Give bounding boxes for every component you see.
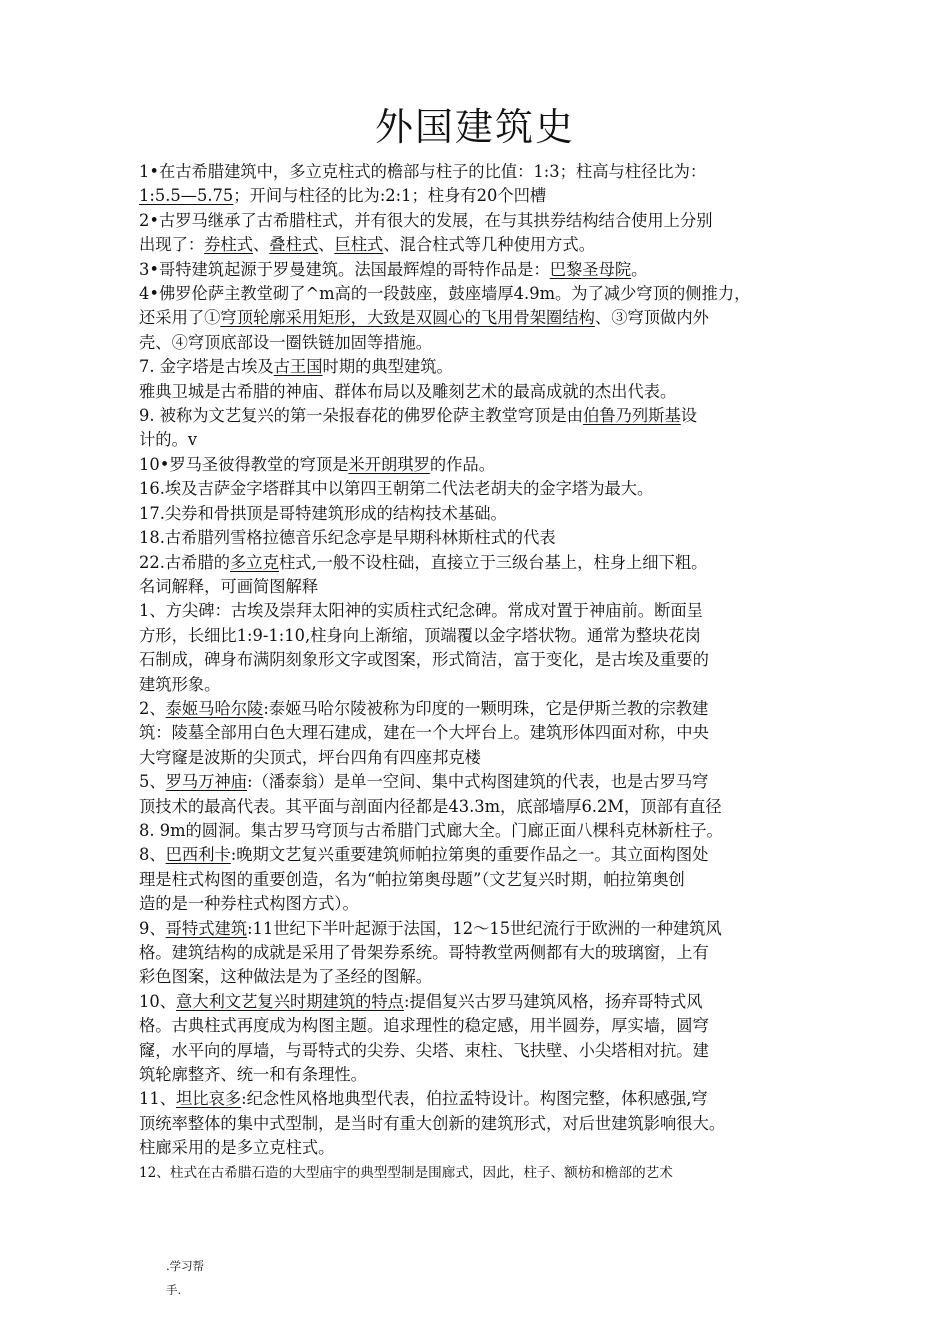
text-line — [139, 1039, 829, 1063]
text-segment: 17.尖券和骨拱顶是哥特建筑形成的结构技术基础。 — [139, 503, 507, 523]
text-line — [139, 233, 829, 257]
text-segment: 。 — [631, 259, 648, 279]
underlined-term: 泰姬马哈尔陵 — [165, 698, 264, 718]
text-line — [139, 428, 829, 452]
text-segment: :纪念性风格地典型代表，伯拉孟特设计。构图完整，体积感强,穹 — [241, 1089, 708, 1109]
text-line — [139, 380, 829, 404]
text-line — [139, 575, 829, 599]
text-segment: 18.古希腊列雪格拉德音乐纪念亭是早期科林斯柱式的代表 — [139, 528, 556, 548]
underlined-term: 巨柱式 — [334, 235, 384, 255]
footer-line-2: 手. — [166, 1283, 182, 1297]
underlined-term: 坦比哀多 — [176, 1089, 242, 1109]
text-segment: 出现了： — [139, 235, 205, 255]
text-segment: 、③穹顶做内外 — [594, 308, 709, 328]
text-line — [139, 868, 829, 892]
underlined-term: 意大利文艺复兴时期建筑的特点 — [176, 991, 404, 1011]
text-line — [139, 355, 829, 379]
text-line — [139, 819, 829, 843]
text-segment: 柱廊采用的是多立克柱式。 — [139, 1138, 335, 1158]
text-segment: :提倡复兴古罗马建筑风格，扬弃哥特式风 — [403, 991, 703, 1011]
text-segment: 筑轮廓整齐、统一和有条理性。 — [139, 1065, 367, 1085]
underlined-term: 穹顶轮廓采用矩形，大致是双圆心的飞用骨架圈结构 — [220, 308, 595, 328]
text-line — [139, 599, 829, 623]
text-segment: :泰姬马哈尔陵被称为印度的一颗明珠，它是伊斯兰教的宗教建 — [263, 698, 709, 718]
text-segment: 计的。v — [139, 430, 198, 450]
text-line-last: 12、柱式在古希腊石造的大型庙宇的典型型制是围廊式，因此，柱子、额枋和檐部的艺术 — [139, 1164, 673, 1181]
text-segment: 8、 — [139, 845, 166, 865]
underlined-term: 米开朗琪罗 — [348, 454, 430, 474]
text-line — [139, 1112, 829, 1136]
text-line — [139, 526, 829, 550]
text-segment: 、 — [253, 235, 270, 255]
text-segment: 11、 — [139, 1089, 176, 1109]
text-line — [139, 331, 829, 355]
text-line — [139, 697, 829, 721]
document-body — [139, 160, 829, 1185]
text-segment: 时期的典型建筑。 — [322, 357, 453, 377]
text-segment: 2•古罗马继承了古希腊柱式，并有很大的发展，在与其拱券结构结合使用上分别 — [139, 210, 713, 230]
text-segment: 22.古希腊的 — [139, 552, 231, 572]
text-line — [139, 624, 829, 648]
underlined-term: 哥特式建筑 — [165, 918, 248, 938]
underlined-term: 罗马万神庙 — [165, 772, 248, 792]
text-segment: 石制成，碑身布满阴刻象形文字或图案，形式简洁，富于变化，是古埃及重要的 — [139, 650, 709, 670]
text-segment: 大穹窿是波斯的尖顶式，坪台四角有四座邦克楼 — [139, 747, 481, 767]
underlined-term: 伯鲁乃列斯基 — [583, 406, 681, 426]
text-segment: 建筑形象。 — [139, 674, 221, 694]
text-segment: 雅典卫城是古希腊的神庙、群体布局以及雕刻艺术的最高成就的杰出代表。 — [139, 381, 677, 401]
text-line — [139, 843, 829, 867]
text-segment: 1、方尖碑：古埃及崇拜太阳神的实质柱式纪念碑。常成对置于神庙前。断面呈 — [139, 601, 703, 621]
text-line — [139, 160, 829, 184]
text-segment: 设 — [680, 406, 698, 426]
text-line — [139, 502, 829, 526]
text-segment: 、 — [318, 235, 335, 255]
text-segment: 3•哥特建筑起源于罗曼建筑。法国最辉煌的哥特作品是： — [139, 259, 550, 279]
underlined-term: 巴黎圣母院 — [549, 259, 632, 279]
text-line — [139, 282, 829, 306]
text-line — [139, 746, 829, 770]
text-line — [139, 965, 829, 989]
text-segment: 9. 被称为文艺复兴的第一朵报春花的佛罗伦萨主教堂穹顶是由 — [139, 406, 584, 426]
text-line — [139, 453, 829, 477]
text-segment: 壳、④穹顶底部设一圈铁链加固等措施。 — [139, 332, 433, 352]
text-segment: 名词解释，可画简图解释 — [139, 576, 319, 596]
text-line — [139, 1087, 829, 1111]
text-line — [139, 477, 829, 501]
text-segment: :（潘泰翁）是单一空间、集中式构图建筑的代表，也是古罗马穹 — [247, 772, 709, 792]
text-segment: :晚期文艺复兴重要建筑师帕拉第奥的重要作品之一。其立面构图处 — [230, 845, 709, 865]
text-line — [139, 404, 829, 428]
text-line — [139, 258, 829, 282]
text-line — [139, 184, 829, 208]
text-segment: 还采用了① — [139, 308, 221, 328]
text-segment: 2、 — [139, 698, 166, 718]
text-segment: 7. 金字塔是古埃及 — [139, 357, 274, 377]
underlined-term: 多立克 — [230, 552, 279, 572]
text-segment: 柱式,一般不设柱础，直接立于三级台基上，柱身上细下粗。 — [278, 552, 708, 572]
text-segment: 16.埃及吉萨金字塔群其中以第四王朝第二代法老胡夫的金字塔为最大。 — [139, 479, 654, 499]
text-line — [139, 917, 829, 941]
text-line — [139, 721, 829, 745]
text-segment: 10、 — [139, 991, 176, 1011]
text-segment: 、混合柱式等几种使用方式。 — [383, 235, 595, 255]
text-line — [139, 1136, 829, 1160]
text-segment: 造的是一种券柱式构图方式）。 — [139, 894, 359, 914]
text-line — [139, 892, 829, 916]
text-segment: 1•在古希腊建筑中，多立克柱式的檐部与柱子的比值：1:3；柱高与柱径比为： — [139, 162, 707, 181]
text-segment: 顶统率整体的集中式型制，是当时有重大创新的建筑形式，对后世建筑影响很大。 — [139, 1113, 726, 1133]
text-lines — [139, 160, 829, 1161]
text-segment: 顶技术的最高代表。其平面与剖面内径都是43.3m，底部墙厚6.2M，顶部有直径 — [139, 796, 722, 816]
text-line — [139, 1014, 829, 1038]
text-line — [139, 795, 829, 819]
text-line — [139, 941, 829, 965]
underlined-term: 叠柱式 — [269, 235, 319, 255]
text-segment: 格。建筑结构的成就是采用了骨架券系统。哥特教堂两侧都有大的玻璃窗，上有 — [139, 943, 709, 962]
text-segment: ；开间与柱径的比为:2:1；柱身有20个凹槽 — [233, 186, 547, 206]
text-line — [139, 990, 829, 1014]
text-line — [139, 551, 829, 575]
text-segment: 8. 9m的圆洞。集古罗马穹顶与古希腊门式廊大全。门廊正面八棵科克林新柱子。 — [139, 820, 723, 840]
text-segment: 4•佛罗伦萨主教堂砌了^m高的一段鼓座，鼓座墙厚4.9m。为了减少穹顶的侧推力， — [139, 284, 751, 304]
text-segment: 筑：陵墓全部用白色大理石建成，建在一个大坪台上。建筑形体四面对称，中央 — [139, 723, 709, 743]
text-segment: :11世纪下半叶起源于法国，12〜15世纪流行于欧洲的一种建筑风 — [247, 918, 722, 938]
text-line — [139, 209, 829, 233]
text-segment: 方形，长细比1:9-1:10,柱身向上渐缩，顶端覆以金字塔状物。通常为整块花岗 — [139, 625, 701, 645]
underlined-term: 巴西利卡 — [165, 845, 231, 865]
text-segment: 彩色图案，这种做法是为了圣经的图解。 — [139, 967, 433, 987]
text-segment: 5、 — [139, 772, 166, 792]
underlined-term: 券柱式 — [204, 235, 253, 255]
text-segment: 窿，水平向的厚墙，与哥特式的尖券、尖塔、束柱、飞扶壁、小尖塔相对抗。建 — [139, 1040, 709, 1060]
text-line — [139, 673, 829, 697]
text-line — [139, 306, 829, 330]
text-segment: 的作品。 — [429, 454, 495, 474]
text-segment: 9、 — [139, 918, 166, 938]
text-line — [139, 770, 829, 794]
page-title: 外国建筑史 — [374, 105, 575, 149]
underlined-term: 1:5.5—5.75 — [139, 186, 234, 206]
text-segment: 10•罗马圣彼得教堂的穹顶是 — [139, 454, 349, 474]
text-segment: 理是柱式构图的重要创造，名为“帕拉第奥母题”（文艺复兴时期，帕拉第奥创 — [139, 869, 685, 889]
underlined-term: 古王国 — [273, 357, 323, 377]
text-line — [139, 648, 829, 672]
text-segment: 格。古典柱式再度成为构图主题。追求理性的稳定感，用半圆券，厚实墙，圆穹 — [139, 1016, 709, 1036]
page-footer — [166, 1254, 204, 1302]
footer-line-1: .学习帮 — [166, 1259, 205, 1273]
text-line — [139, 1063, 829, 1087]
